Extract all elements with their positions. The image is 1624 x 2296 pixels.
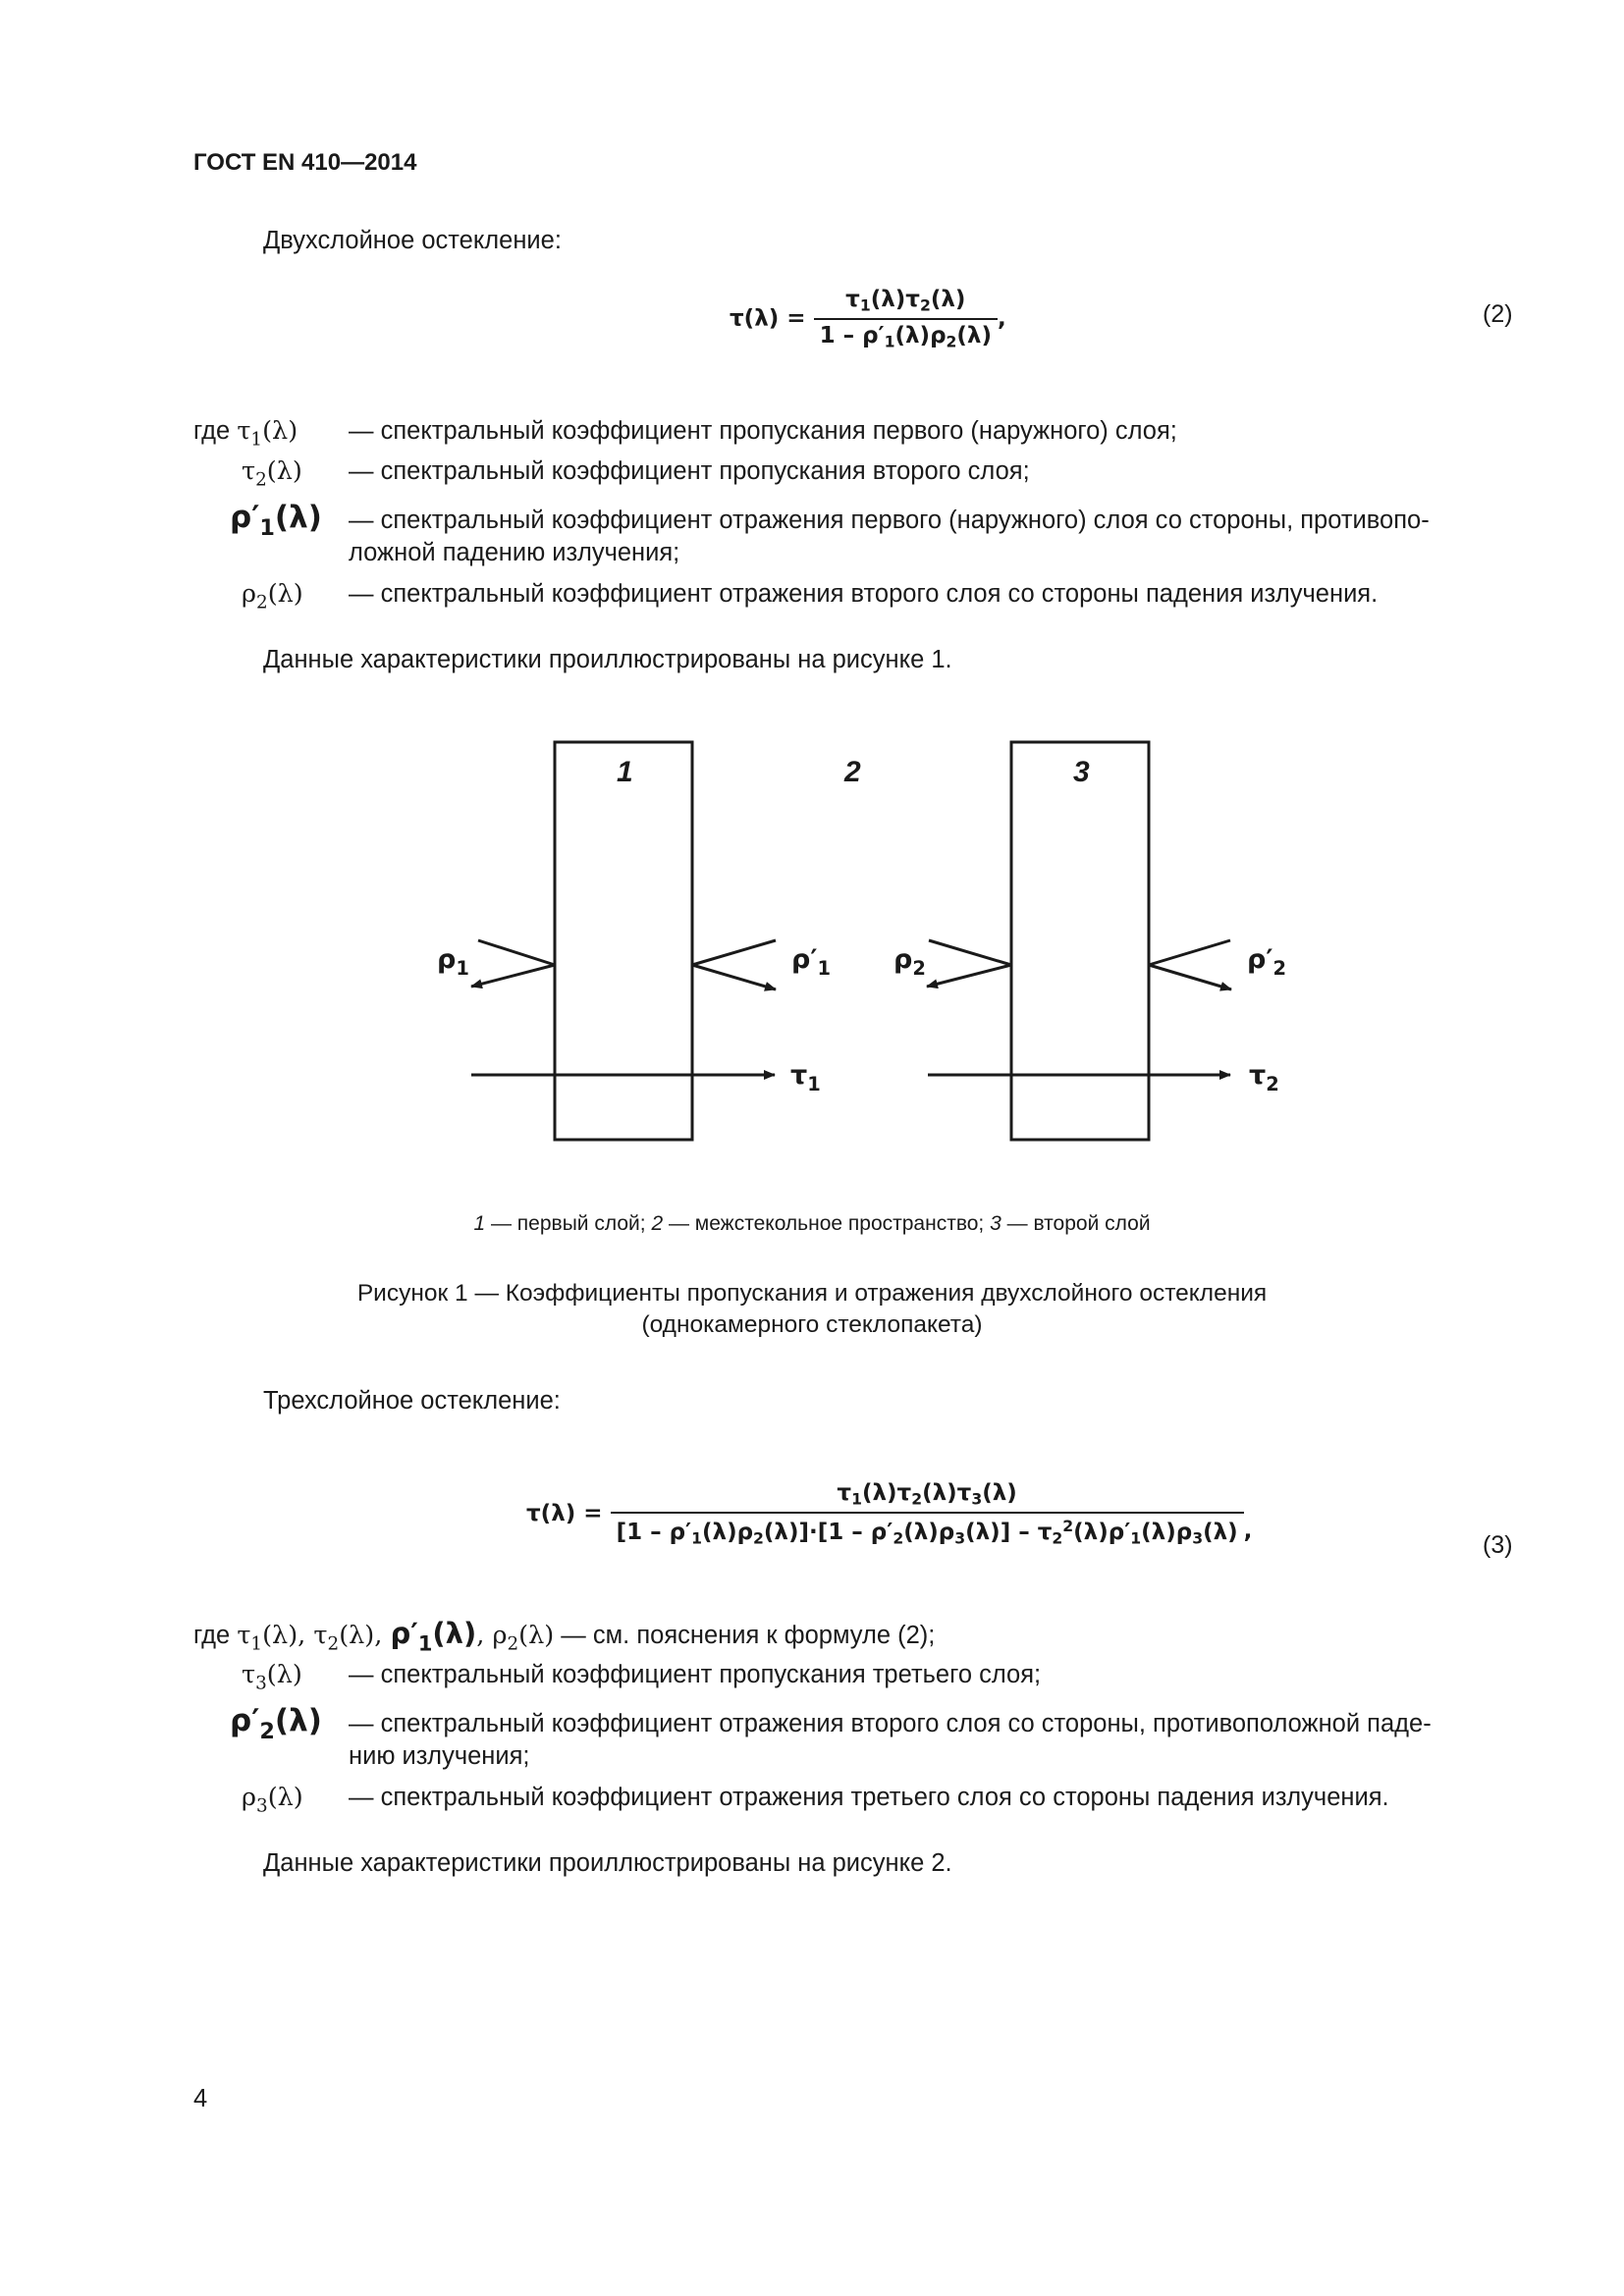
figure1-title-line2: (однокамерного стеклопакета) bbox=[641, 1311, 983, 1338]
figure1-legend: 1 — первый слой; 2 — межстекольное пространство; 3 — второй слой bbox=[473, 1212, 1151, 1235]
reflected-ray-rho1prime bbox=[692, 965, 776, 989]
glass-layer-1-box bbox=[555, 742, 692, 1140]
where-item-tau2-text: — спектральный коэффициент пропускания второго слоя; bbox=[349, 457, 1030, 485]
where-item-rho2-symbol: $\rho_2(\lambda)$ bbox=[242, 579, 303, 614]
figure2-reference: Данные характеристики проиллюстрированы на рисунке 2. bbox=[263, 1849, 952, 1877]
where-item-rho1prime-text-line1: — спектральный коэффициент отражения первого (наружного) слоя со стороны, противопо- bbox=[349, 507, 1430, 534]
where-item-tau1-text: — спектральный коэффициент пропускания первого (наружного) слоя; bbox=[349, 417, 1177, 445]
reflected-ray-rho2 bbox=[927, 965, 1011, 987]
figure1-tau1: $\tau_1$ bbox=[790, 1060, 821, 1095]
section-heading-triple-glazing: Трехслойное остекление: bbox=[263, 1387, 561, 1415]
figure1-title-line1: Рисунок 1 — Коэффициенты пропускания и отражения двухслойного остекления bbox=[356, 1280, 1268, 1307]
figure1-label-3: 3 bbox=[1073, 756, 1090, 788]
incident-ray-1-back bbox=[692, 940, 776, 965]
where2-rho2prime-symbol: $\rho'_2(\lambda)$ bbox=[230, 1703, 322, 1744]
formula-2: τ(λ) = $\frac{\tau_1(\lambda)\tau_2(\lambda)}{1 - \rho'_1(\lambda)\rho_2(\lambda)}$ , bbox=[730, 287, 1006, 351]
incident-ray-2 bbox=[929, 940, 1011, 965]
reflected-ray-rho1 bbox=[471, 965, 555, 987]
where-item-tau1: где $\tau_1(\lambda)$ bbox=[193, 416, 298, 451]
where2-rho3-text: — спектральный коэффициент отражения третьего слоя со стороны падения излучения. bbox=[349, 1784, 1389, 1811]
where-item-rho1prime-text-line2: ложной падению излучения; bbox=[349, 539, 680, 566]
section-heading-double-glazing: Двухслойное остекление: bbox=[263, 227, 562, 254]
figure1-reference: Данные характеристики проиллюстрированы на рисунке 1. bbox=[263, 646, 952, 673]
figure1-tau2: $\tau_2$ bbox=[1249, 1060, 1279, 1095]
where-item-rho2-text: — спектральный коэффициент отражения второго слоя со стороны падения излучения. bbox=[349, 580, 1379, 608]
where-item-tau2-symbol: $\tau_2(\lambda)$ bbox=[242, 456, 302, 491]
figure1-rho2: $\rho_2$ bbox=[893, 944, 926, 980]
where2-tau3-text: — спектральный коэффициент пропускания третьего слоя; bbox=[349, 1661, 1042, 1688]
reflected-ray-rho2prime bbox=[1149, 965, 1231, 989]
figure1-label-2: 2 bbox=[844, 756, 861, 788]
incident-ray-2-back bbox=[1149, 940, 1230, 965]
glass-layer-2-box bbox=[1011, 742, 1149, 1140]
where2-rho3-symbol: $\rho_3(\lambda)$ bbox=[242, 1783, 303, 1817]
page-number: 4 bbox=[193, 2085, 208, 2112]
where2-tau3-symbol: $\tau_3(\lambda)$ bbox=[242, 1660, 302, 1694]
formula-2-number: (2) bbox=[1483, 300, 1513, 328]
figure1-rho1: $\rho_1$ bbox=[437, 944, 469, 980]
where2-first-line: где $\tau_1(\lambda)$, $\tau_2(\lambda)$, $\rho'_1(\lambda)$, $\rho_2(\lambda)$ — см. пояснения к формуле (2); bbox=[193, 1617, 936, 1656]
where2-rho2prime-text-line2: нию излучения; bbox=[349, 1742, 530, 1770]
where-item-rho1prime-symbol: $\rho'_1(\lambda)$ bbox=[230, 500, 322, 541]
incident-ray-1 bbox=[478, 940, 555, 965]
where2-rho2prime-text-line1: — спектральный коэффициент отражения второго слоя со стороны, противоположной паде- bbox=[349, 1710, 1432, 1737]
figure1-rho1prime: $\rho'_1$ bbox=[791, 944, 831, 980]
document-code: ГОСТ EN 410—2014 bbox=[193, 149, 417, 176]
figure1-rho2prime: $\rho'_2$ bbox=[1247, 944, 1286, 980]
formula-3-number: (3) bbox=[1483, 1531, 1513, 1559]
formula-3: τ(λ) = $\frac{\tau_1(\lambda)\tau_2(\lambda)\tau_3(\lambda)}{[1 - \rho'_1(\lambda)\rho_2(\lambda)]\cdot[1 - \rho'_2(\lambda)\rho_3(\lambda)] - \tau_2^2(\lambda)\rho'_1(\lambda)\rho_3(\lambda)}$ , bbox=[526, 1480, 1253, 1548]
where-prefix: где bbox=[193, 417, 231, 445]
figure1-label-1: 1 bbox=[617, 756, 633, 788]
